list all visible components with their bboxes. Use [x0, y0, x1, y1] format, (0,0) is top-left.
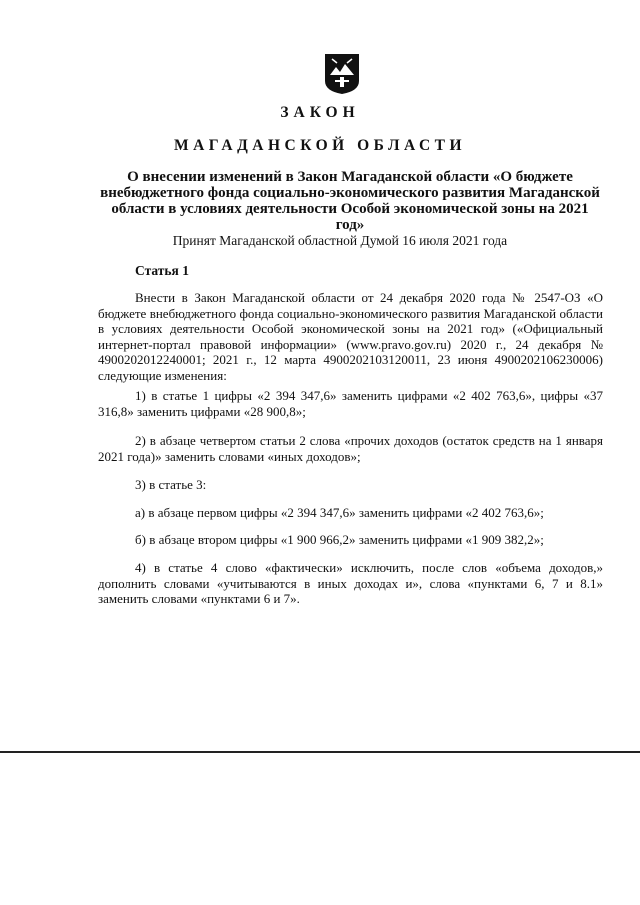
paragraph-item-3a: а) в абзаце первом цифры «2 394 347,6» заменить цифрами «2 402 763,6»;	[135, 505, 544, 520]
paragraph-intro: Внести в Закон Магаданской области от 24 декабря 2020 года № 2547-ОЗ «О бюджете внебюджетного фонда социально-экономического развития Магаданской области в условиях деятельности Особой экономической зоны на 2021 год» («Официальный интернет-портал правовой информации» (www.pravo.gov.ru) 2020 г., 24 декабря № 4900202012240001; 2021 г., 12 марта 4900202103120011, 23 июня 4900202106230006) следующие изменения:	[98, 290, 603, 383]
paragraph-item-1: 1) в статье 1 цифры «2 394 347,6» заменить цифрами «2 402 763,6», цифры «37 316,8» заменить цифрами «28 900,8»;	[98, 388, 603, 419]
region-title: МАГАДАНСКОЙ ОБЛАСТИ	[173, 137, 467, 154]
law-subject: О внесении изменений в Закон Магаданской области «О бюджете внебюджетного фонда социально-экономического развития Магаданской области в условиях деятельности Особой экономической зоны на 2021 год»	[100, 169, 600, 233]
paragraph-item-4: 4) в статье 4 слово «фактически» исключить, после слов «объема доходов,» дополнить словами «учитываются в иных доходах и», слова «пунктами 6, 7 и 8.1» заменить словами «пунктами 6 и 7».	[98, 560, 603, 607]
adoption-line: Принят Магаданской областной Думой 16 июля 2021 года	[172, 233, 508, 248]
paragraph-item-2: 2) в абзаце четвертом статьи 2 слова «прочих доходов (остаток средств на 1 января 2021 года)» заменить словами «иных доходов»;	[98, 433, 603, 464]
paragraph-item-3: 3) в статье 3:	[135, 477, 207, 492]
separator-line	[0, 751, 640, 753]
article-heading: Статья 1	[135, 263, 189, 278]
document-type-title: ЗАКОН	[280, 104, 360, 121]
coat-of-arms-emblem-icon	[324, 53, 360, 95]
paragraph-item-3b: б) в абзаце втором цифры «1 900 966,2» заменить цифрами «1 909 382,2»;	[135, 532, 544, 547]
